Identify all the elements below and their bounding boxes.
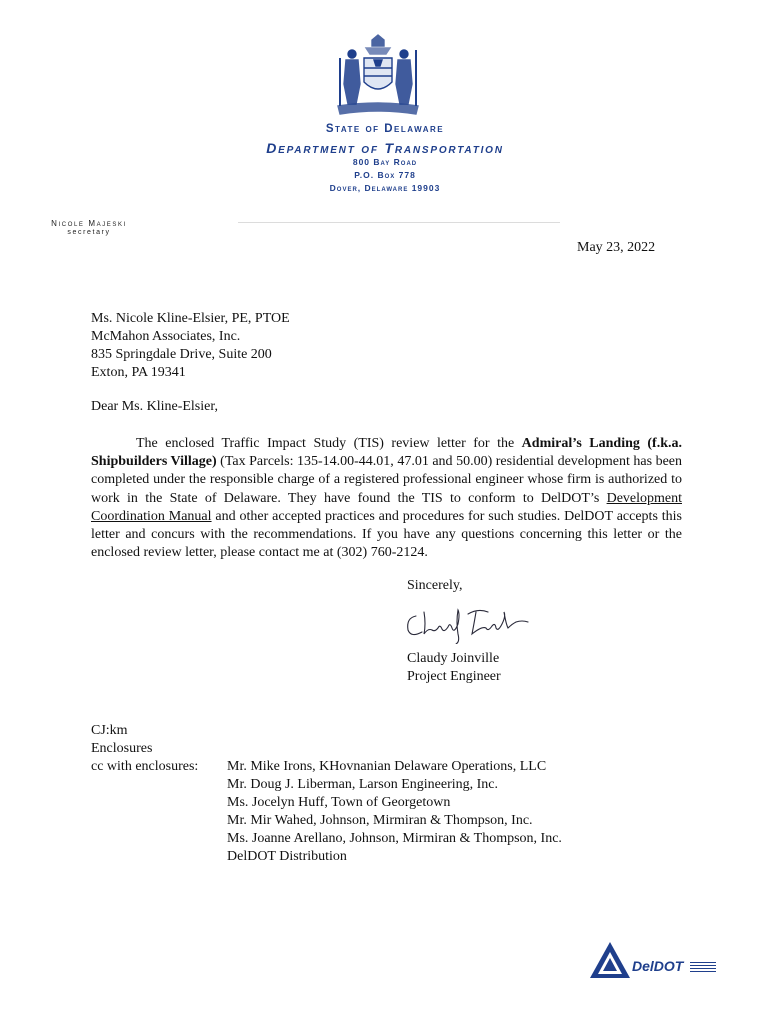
body-text-part2: (Tax Parcels: 135-14.00-44.01, 47.01 and 50.00) residential development has been completed under the responsible charge of a registered professional engineer whose firm is authorized to work in the State of Delaware. They have found the TIS to conform to DelDOT’s: [91, 454, 682, 506]
reference-block: [91, 722, 198, 776]
secretary-name: Nicole Majeski: [51, 219, 127, 228]
letterhead-department: Department of Transportation: [266, 140, 504, 156]
typist-initials: CJ:km: [91, 723, 128, 738]
letterhead-address-line3: Dover, Delaware 19903: [329, 183, 441, 193]
recipient-street: 835 Springdale Drive, Suite 200: [91, 347, 272, 362]
recipient-address: [91, 310, 290, 382]
body-text-part3: and other accepted practices and procedures for such studies. DelDOT accepts this letter and concurs with the recommendations. If you have any questions concerning this letter or the enclosed review letter, please contact me at (302) 760-2124.: [91, 508, 683, 561]
signer-block: [407, 650, 501, 686]
cc-item: Mr. Mir Wahed, Johnson, Mirmiran & Thompson, Inc.: [227, 813, 533, 828]
enclosures-note: Enclosures: [91, 741, 153, 756]
body-text-part1: The enclosed Traffic Impact Study (TIS) review letter for the: [136, 436, 522, 451]
project-name: Admiral’s Landing (f.k.a. Shipbuilders Village): [91, 436, 682, 470]
manual-title: Development Coordination Manual: [91, 490, 682, 524]
cc-item: Ms. Jocelyn Huff, Town of Georgetown: [227, 795, 451, 810]
cc-item: Mr. Doug J. Liberman, Larson Engineering, Inc.: [227, 777, 498, 792]
cc-list: [227, 758, 562, 866]
signature-icon: [402, 602, 537, 644]
letterhead-address-line2: P.O. Box 778: [354, 170, 416, 180]
cc-item: Ms. Joanne Arellano, Johnson, Mirmiran & Thompson, Inc.: [227, 831, 562, 846]
cc-label: cc with enclosures:: [91, 759, 199, 774]
logo-speed-lines: [690, 962, 716, 974]
recipient-company: McMahon Associates, Inc.: [91, 329, 241, 344]
state-seal-icon: [328, 34, 428, 120]
signer-title: Project Engineer: [407, 669, 501, 684]
salutation: Dear Ms. Kline-Elsier,: [91, 399, 218, 414]
signer-name: Claudy Joinville: [407, 651, 500, 666]
letter-date: May 23, 2022: [577, 240, 656, 255]
closing: Sincerely,: [407, 578, 463, 593]
secretary-title: secretary: [67, 229, 111, 236]
body-paragraph: [91, 435, 682, 562]
recipient-city: Exton, PA 19341: [91, 365, 186, 380]
cc-item: DelDOT Distribution: [227, 849, 347, 864]
deldot-logo-text: DelDOT: [632, 958, 684, 974]
cc-item: Mr. Mike Irons, KHovnanian Delaware Operations, LLC: [227, 759, 547, 774]
letterhead-state: State of Delaware: [325, 123, 445, 135]
recipient-name: Ms. Nicole Kline-Elsier, PE, PTOE: [91, 311, 290, 326]
letterhead-address-line1: 800 Bay Road: [352, 157, 418, 167]
letterhead-divider: [238, 222, 560, 223]
